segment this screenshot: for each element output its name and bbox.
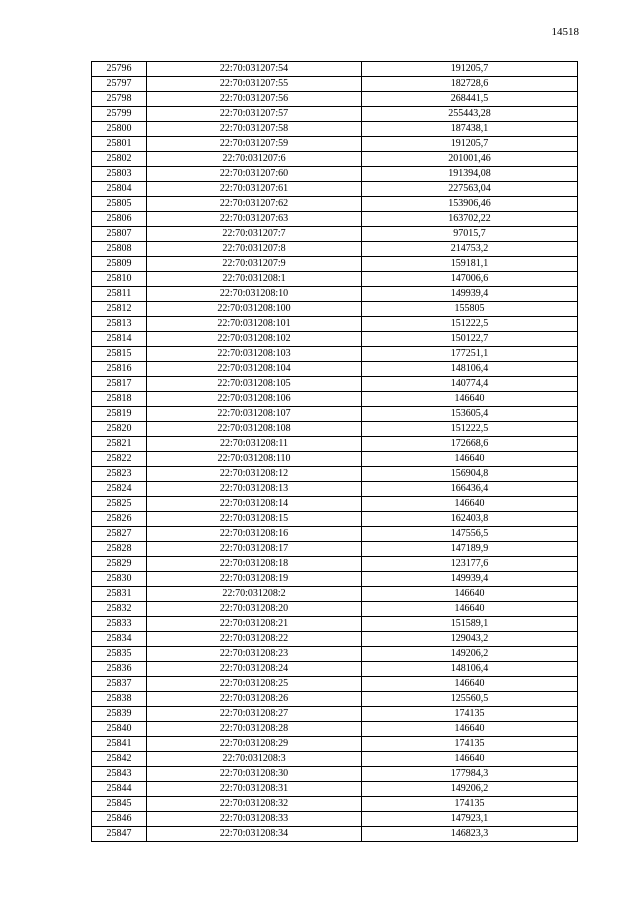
cadastral-number-cell: 22:70:031208:1: [147, 272, 362, 287]
row-number-cell: 25816: [92, 362, 147, 377]
row-number-cell: 25841: [92, 737, 147, 752]
row-number-cell: 25797: [92, 77, 147, 92]
table-row: [92, 137, 578, 152]
cadastral-number-cell: 22:70:031208:2: [147, 587, 362, 602]
table-row: [92, 602, 578, 617]
table-row: [92, 197, 578, 212]
cadastral-number-cell: 22:70:031208:23: [147, 647, 362, 662]
row-number-cell: 25801: [92, 137, 147, 152]
row-number-cell: 25812: [92, 302, 147, 317]
value-cell: 147923,1: [362, 812, 578, 827]
table-row: [92, 107, 578, 122]
cadastral-number-cell: 22:70:031208:102: [147, 332, 362, 347]
table-row: [92, 377, 578, 392]
value-cell: 268441,5: [362, 92, 578, 107]
value-cell: 146640: [362, 497, 578, 512]
table-row: [92, 497, 578, 512]
value-cell: 172668,6: [362, 437, 578, 452]
table-row: [92, 812, 578, 827]
row-number-cell: 25834: [92, 632, 147, 647]
table-row: [92, 332, 578, 347]
value-cell: 201001,46: [362, 152, 578, 167]
row-number-cell: 25838: [92, 692, 147, 707]
table-row: [92, 242, 578, 257]
row-number-cell: 25826: [92, 512, 147, 527]
row-number-cell: 25833: [92, 617, 147, 632]
value-cell: 149939,4: [362, 572, 578, 587]
cadastral-number-cell: 22:70:031208:101: [147, 317, 362, 332]
cadastral-number-cell: 22:70:031208:16: [147, 527, 362, 542]
value-cell: 149206,2: [362, 647, 578, 662]
value-cell: 146640: [362, 392, 578, 407]
row-number-cell: 25840: [92, 722, 147, 737]
cadastral-number-cell: 22:70:031208:27: [147, 707, 362, 722]
value-cell: 149939,4: [362, 287, 578, 302]
cadastral-number-cell: 22:70:031207:8: [147, 242, 362, 257]
row-number-cell: 25844: [92, 782, 147, 797]
value-cell: 151222,5: [362, 422, 578, 437]
cadastral-number-cell: 22:70:031208:30: [147, 767, 362, 782]
cadastral-number-cell: 22:70:031207:56: [147, 92, 362, 107]
table-row: [92, 572, 578, 587]
cadastral-number-cell: 22:70:031207:6: [147, 152, 362, 167]
value-cell: 177984,3: [362, 767, 578, 782]
row-number-cell: 25805: [92, 197, 147, 212]
cadastral-number-cell: 22:70:031208:14: [147, 497, 362, 512]
value-cell: 174135: [362, 737, 578, 752]
cadastral-number-cell: 22:70:031207:58: [147, 122, 362, 137]
value-cell: 146823,3: [362, 827, 578, 842]
table-row: [92, 482, 578, 497]
value-cell: 191394,08: [362, 167, 578, 182]
table-row: [92, 707, 578, 722]
value-cell: 123177,6: [362, 557, 578, 572]
cadastral-number-cell: 22:70:031208:10: [147, 287, 362, 302]
row-number-cell: 25846: [92, 812, 147, 827]
cadastral-number-cell: 22:70:031208:28: [147, 722, 362, 737]
row-number-cell: 25802: [92, 152, 147, 167]
table-row: [92, 752, 578, 767]
row-number-cell: 25827: [92, 527, 147, 542]
table-row: [92, 77, 578, 92]
cadastral-number-cell: 22:70:031207:54: [147, 62, 362, 77]
value-cell: 146640: [362, 452, 578, 467]
table-row: [92, 347, 578, 362]
value-cell: 255443,28: [362, 107, 578, 122]
row-number-cell: 25817: [92, 377, 147, 392]
value-cell: 148106,4: [362, 362, 578, 377]
value-cell: 146640: [362, 602, 578, 617]
cadastral-number-cell: 22:70:031208:106: [147, 392, 362, 407]
row-number-cell: 25813: [92, 317, 147, 332]
cadastral-number-cell: 22:70:031208:107: [147, 407, 362, 422]
cadastral-number-cell: 22:70:031208:33: [147, 812, 362, 827]
table-row: [92, 272, 578, 287]
cadastral-number-cell: 22:70:031207:7: [147, 227, 362, 242]
row-number-cell: 25807: [92, 227, 147, 242]
value-cell: 191205,7: [362, 137, 578, 152]
table-row: [92, 767, 578, 782]
row-number-cell: 25832: [92, 602, 147, 617]
row-number-cell: 25814: [92, 332, 147, 347]
table-row: [92, 452, 578, 467]
page-number: 14518: [551, 26, 579, 38]
row-number-cell: 25804: [92, 182, 147, 197]
cadastral-number-cell: 22:70:031208:22: [147, 632, 362, 647]
cadastral-number-cell: 22:70:031207:62: [147, 197, 362, 212]
row-number-cell: 25811: [92, 287, 147, 302]
value-cell: 153605,4: [362, 407, 578, 422]
table-row: [92, 647, 578, 662]
cadastral-number-cell: 22:70:031208:11: [147, 437, 362, 452]
cadastral-number-cell: 22:70:031207:63: [147, 212, 362, 227]
row-number-cell: 25823: [92, 467, 147, 482]
row-number-cell: 25815: [92, 347, 147, 362]
row-number-cell: 25824: [92, 482, 147, 497]
row-number-cell: 25836: [92, 662, 147, 677]
row-number-cell: 25835: [92, 647, 147, 662]
value-cell: 146640: [362, 722, 578, 737]
table-row: [92, 512, 578, 527]
table-row: [92, 677, 578, 692]
row-number-cell: 25845: [92, 797, 147, 812]
row-number-cell: 25818: [92, 392, 147, 407]
cadastral-number-cell: 22:70:031207:59: [147, 137, 362, 152]
row-number-cell: 25831: [92, 587, 147, 602]
cadastral-number-cell: 22:70:031208:21: [147, 617, 362, 632]
value-cell: 163702,22: [362, 212, 578, 227]
value-cell: 174135: [362, 797, 578, 812]
value-cell: 125560,5: [362, 692, 578, 707]
cadastral-number-cell: 22:70:031207:9: [147, 257, 362, 272]
cadastral-number-cell: 22:70:031208:105: [147, 377, 362, 392]
cadastral-number-cell: 22:70:031207:61: [147, 182, 362, 197]
value-cell: 149206,2: [362, 782, 578, 797]
table-body: [92, 62, 578, 842]
value-cell: 146640: [362, 752, 578, 767]
row-number-cell: 25825: [92, 497, 147, 512]
value-cell: 97015,7: [362, 227, 578, 242]
cadastral-number-cell: 22:70:031208:34: [147, 827, 362, 842]
row-number-cell: 25796: [92, 62, 147, 77]
value-cell: 227563,04: [362, 182, 578, 197]
table-row: [92, 782, 578, 797]
value-cell: 159181,1: [362, 257, 578, 272]
table-row: [92, 527, 578, 542]
row-number-cell: 25810: [92, 272, 147, 287]
table-row: [92, 182, 578, 197]
cadastral-number-cell: 22:70:031208:13: [147, 482, 362, 497]
table-row: [92, 797, 578, 812]
row-number-cell: 25799: [92, 107, 147, 122]
table-row: [92, 122, 578, 137]
row-number-cell: 25798: [92, 92, 147, 107]
value-cell: 174135: [362, 707, 578, 722]
cadastral-number-cell: 22:70:031208:15: [147, 512, 362, 527]
cadastral-value-table: [91, 61, 578, 842]
cadastral-number-cell: 22:70:031208:26: [147, 692, 362, 707]
value-cell: 162403,8: [362, 512, 578, 527]
row-number-cell: 25837: [92, 677, 147, 692]
row-number-cell: 25808: [92, 242, 147, 257]
value-cell: 148106,4: [362, 662, 578, 677]
cadastral-number-cell: 22:70:031208:25: [147, 677, 362, 692]
table-row: [92, 302, 578, 317]
row-number-cell: 25847: [92, 827, 147, 842]
table-row: [92, 392, 578, 407]
cadastral-number-cell: 22:70:031208:110: [147, 452, 362, 467]
table-row: [92, 542, 578, 557]
table-row: [92, 257, 578, 272]
table-row: [92, 467, 578, 482]
value-cell: 129043,2: [362, 632, 578, 647]
table-row: [92, 662, 578, 677]
table-row: [92, 407, 578, 422]
value-cell: 156904,8: [362, 467, 578, 482]
cadastral-number-cell: 22:70:031208:17: [147, 542, 362, 557]
row-number-cell: 25809: [92, 257, 147, 272]
row-number-cell: 25803: [92, 167, 147, 182]
table-row: [92, 317, 578, 332]
value-cell: 166436,4: [362, 482, 578, 497]
value-cell: 153906,46: [362, 197, 578, 212]
table-row: [92, 722, 578, 737]
cadastral-number-cell: 22:70:031208:32: [147, 797, 362, 812]
value-cell: 150122,7: [362, 332, 578, 347]
table-row: [92, 212, 578, 227]
value-cell: 140774,4: [362, 377, 578, 392]
cadastral-number-cell: 22:70:031208:20: [147, 602, 362, 617]
value-cell: 146640: [362, 587, 578, 602]
row-number-cell: 25806: [92, 212, 147, 227]
cadastral-number-cell: 22:70:031208:29: [147, 737, 362, 752]
table-row: [92, 827, 578, 842]
row-number-cell: 25820: [92, 422, 147, 437]
table-row: [92, 617, 578, 632]
table-row: [92, 167, 578, 182]
cadastral-number-cell: 22:70:031207:55: [147, 77, 362, 92]
table-row: [92, 62, 578, 77]
value-cell: 147189,9: [362, 542, 578, 557]
table-row: [92, 92, 578, 107]
row-number-cell: 25822: [92, 452, 147, 467]
table-row: [92, 632, 578, 647]
value-cell: 187438,1: [362, 122, 578, 137]
value-cell: 151222,5: [362, 317, 578, 332]
cadastral-number-cell: 22:70:031208:18: [147, 557, 362, 572]
table-row: [92, 587, 578, 602]
table-row: [92, 422, 578, 437]
cadastral-number-cell: 22:70:031207:60: [147, 167, 362, 182]
cadastral-number-cell: 22:70:031208:3: [147, 752, 362, 767]
table-row: [92, 152, 578, 167]
cadastral-number-cell: 22:70:031208:24: [147, 662, 362, 677]
table-row: [92, 227, 578, 242]
row-number-cell: 25839: [92, 707, 147, 722]
value-cell: 147556,5: [362, 527, 578, 542]
value-cell: 191205,7: [362, 62, 578, 77]
table-row: [92, 692, 578, 707]
value-cell: 214753,2: [362, 242, 578, 257]
table-row: [92, 287, 578, 302]
row-number-cell: 25821: [92, 437, 147, 452]
cadastral-number-cell: 22:70:031208:104: [147, 362, 362, 377]
table-row: [92, 737, 578, 752]
row-number-cell: 25819: [92, 407, 147, 422]
row-number-cell: 25842: [92, 752, 147, 767]
cadastral-number-cell: 22:70:031208:103: [147, 347, 362, 362]
cadastral-number-cell: 22:70:031208:100: [147, 302, 362, 317]
row-number-cell: 25830: [92, 572, 147, 587]
value-cell: 147006,6: [362, 272, 578, 287]
cadastral-number-cell: 22:70:031207:57: [147, 107, 362, 122]
table-row: [92, 437, 578, 452]
value-cell: 151589,1: [362, 617, 578, 632]
row-number-cell: 25800: [92, 122, 147, 137]
cadastral-number-cell: 22:70:031208:108: [147, 422, 362, 437]
row-number-cell: 25843: [92, 767, 147, 782]
cadastral-number-cell: 22:70:031208:31: [147, 782, 362, 797]
cadastral-number-cell: 22:70:031208:12: [147, 467, 362, 482]
value-cell: 182728,6: [362, 77, 578, 92]
table-row: [92, 362, 578, 377]
row-number-cell: 25829: [92, 557, 147, 572]
cadastral-number-cell: 22:70:031208:19: [147, 572, 362, 587]
row-number-cell: 25828: [92, 542, 147, 557]
value-cell: 177251,1: [362, 347, 578, 362]
value-cell: 146640: [362, 677, 578, 692]
table-row: [92, 557, 578, 572]
value-cell: 155805: [362, 302, 578, 317]
